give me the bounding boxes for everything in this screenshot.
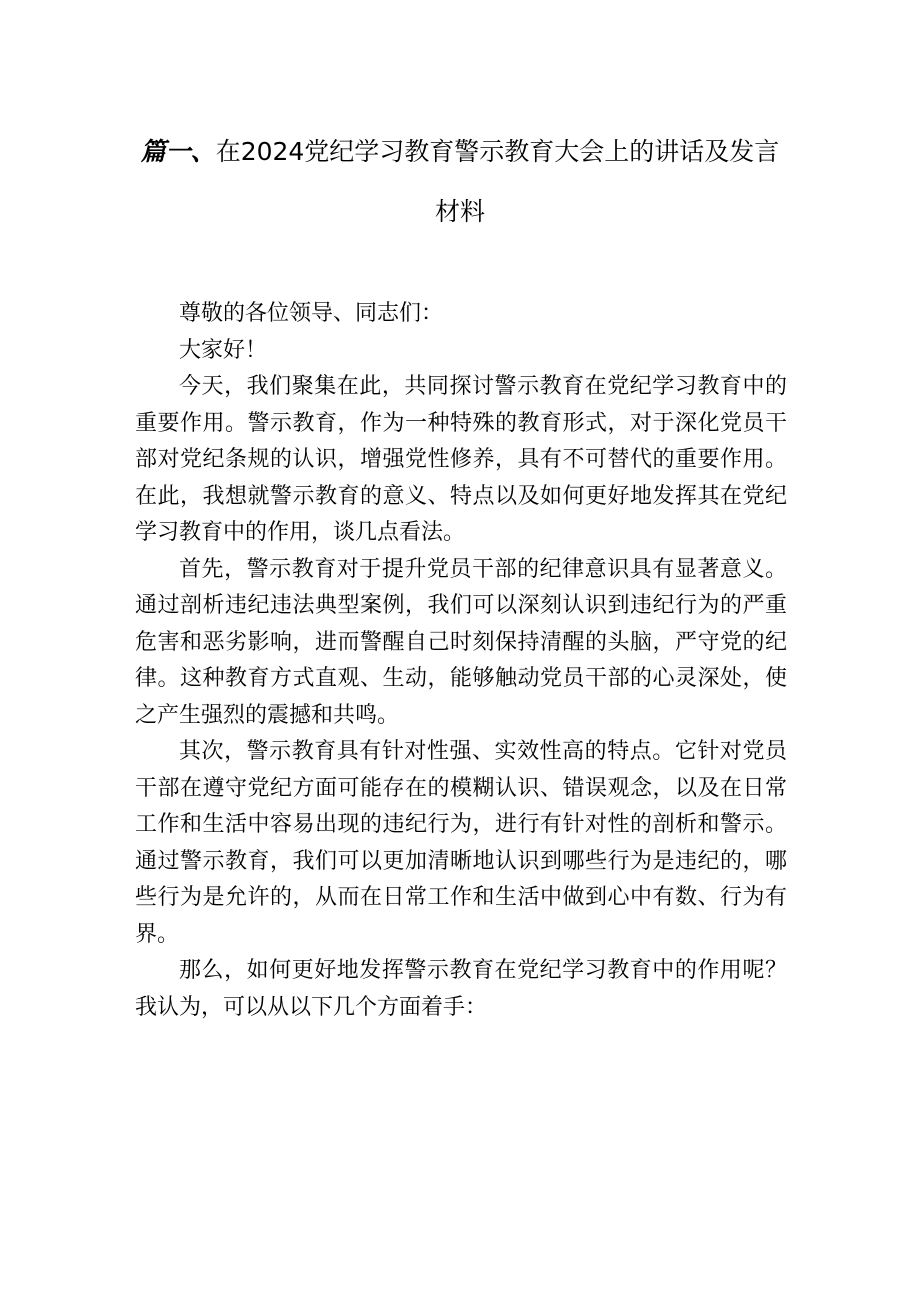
- title-line-1: [0, 138, 920, 168]
- paragraph-second-point: 其次，警示教育具有针对性强、实效性高的特点。它针对党员干部在遵守党纪方面可能存在的模糊认识、错误观念，以及在日常工作和生活中容易出现的违纪行为，进行有针对性的剖析和警示。通过警示教育，我们可以更加清晰地认识到哪些行为是违纪的，哪些行为是允许的，从而在日常工作和生活中做到心中有数、行为有界。: [135, 739, 787, 947]
- paragraph-intro: 今天，我们聚集在此，共同探讨警示教育在党纪学习教育中的重要作用。警示教育，作为一种特殊的教育形式，对于深化党员干部对党纪条规的认识，增强党性修养，具有不可替代的重要作用。在此，我想就警示教育的意义、特点以及如何更好地发挥其在党纪学习教育中的作用，谈几点看法。: [135, 374, 787, 545]
- paragraph-first-point: 首先，警示教育对于提升党员干部的纪律意识具有显著意义。通过剖析违纪违法典型案例，我们可以深刻认识到违纪行为的严重危害和恶劣影响，进而警醒自己时刻保持清醒的头脑，严守党的纪律。这种教育方式直观、生动，能够触动党员干部的心灵深处，使之产生强烈的震撼和共鸣。: [135, 556, 787, 728]
- title-main: 在2024党纪学习教育警示教育大会上的讲话及发言: [215, 137, 780, 166]
- title-prefix: 篇一、: [140, 137, 216, 166]
- title-line-2: 材料: [434, 197, 485, 226]
- greeting: 大家好！: [179, 337, 268, 363]
- paragraph-how-to: 那么，如何更好地发挥警示教育在党纪学习教育中的作用呢？我认为，可以从以下几个方面着手：: [135, 958, 787, 1020]
- document-title: [0, 138, 920, 226]
- document-body: [135, 296, 787, 1026]
- salutation: 尊敬的各位领导、同志们：: [179, 301, 444, 326]
